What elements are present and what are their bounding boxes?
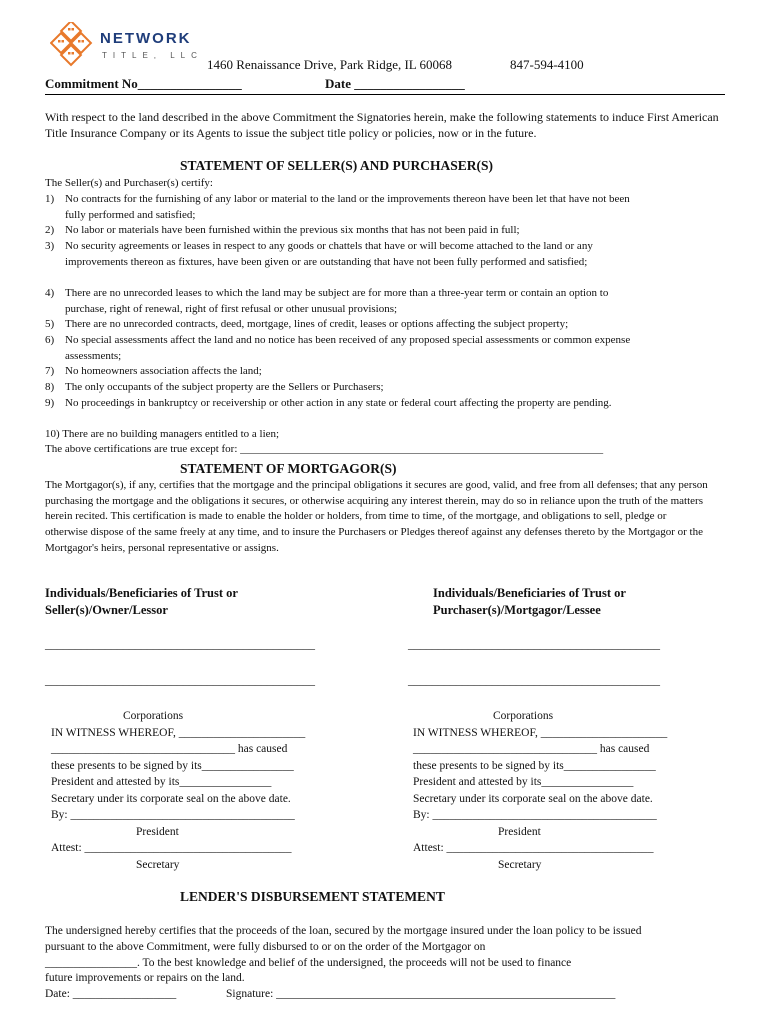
item-number: 4) [45, 287, 55, 299]
list-item [45, 380, 645, 396]
seal-statement: Secretary under its corporate seal on the above date. [413, 792, 653, 805]
attested-by-field[interactable]: President and attested by its________________ [413, 776, 634, 788]
item-text: No contracts for the furnishing of any labor or material to the land or the improvements thereon have been let that have not been fully performed and satisfied; [65, 193, 630, 221]
witness-field[interactable]: IN WITNESS WHEREOF, ______________________ [51, 726, 306, 739]
item-text: No labor or materials have been furnished within the previous six months that has not been paid in full; [65, 224, 520, 236]
header-divider [45, 94, 725, 95]
signed-by-field[interactable]: these presents to be signed by its________________ [413, 759, 656, 772]
list-item [45, 317, 665, 333]
item-number: 7) [45, 365, 55, 377]
item-number: 1) [45, 193, 55, 205]
president-label: President [136, 825, 179, 838]
list-item [45, 396, 645, 412]
lender-section-title: LENDER'S DISBURSEMENT STATEMENT [180, 889, 445, 904]
item-number: 2) [45, 224, 55, 236]
lender-text-line-2: pursuant to the above Commitment, were fully disbursed to or on the order of the Mortgagor on [45, 941, 486, 953]
president-label: President [498, 825, 541, 838]
seller-section-title: STATEMENT OF SELLER(S) AND PURCHASER(S) [180, 158, 494, 173]
right-corporation-block [413, 708, 713, 873]
logo-wordmark: NETWORK [100, 30, 192, 47]
item-text: No special assessments affect the land and no notice has been received of any proposed special assessments or common expense assessments; [65, 334, 631, 362]
caused-field[interactable]: ________________________________ has caused [51, 743, 288, 755]
item-text: There are no unrecorded contracts, deed, mortgage, lines of credit, leases or options affecting the subject property; [65, 318, 569, 330]
seller-section-lead: The Seller(s) and Purchaser(s) certify: [45, 177, 213, 189]
logo-subtitle: TITLE, LLC [102, 51, 203, 60]
list-item [45, 286, 645, 315]
caused-field[interactable]: ________________________________ has caused [413, 743, 650, 755]
item-ten: 10) There are no building managers entitled to a lien; [45, 428, 280, 440]
secretary-label: Secretary [498, 858, 542, 871]
item-number: 9) [45, 397, 55, 409]
lender-date-field[interactable]: Date: __________________ [45, 988, 177, 1000]
item-number: 5) [45, 318, 55, 330]
mortgagor-paragraph: The Mortgagor(s), if any, certifies that the mortgage and the principal obligations it secures are good, valid, and free from all defenses; that any person purchasing the mortgage and the obligations it secures, or otherwise acquiring any interest therein, may do so in reliance upon the truth of the matters herein recited. This certification is made to enable the holder or holders, from time to time, of the mortgage, and obligations to sell, pledge or otherwise dispose of the same freely at any time, and to insure the Purchasers or Pledges thereof against any defenses thereto by the Mortgagor or the Mortgagor's heirs, personal representative or assigns. [45, 479, 708, 554]
list-item [45, 192, 645, 221]
right-signature-line-2[interactable]: __________________________________________ [408, 673, 660, 687]
seal-statement: Secretary under its corporate seal on the above date. [51, 792, 291, 805]
mortgagor-section-title: STATEMENT OF MORTGAGOR(S) [180, 461, 397, 476]
date-field[interactable]: Date _________________ [325, 76, 465, 91]
right-signature-line-1[interactable]: __________________________________________ [408, 637, 660, 651]
item-number: 3) [45, 240, 55, 252]
company-address: 1460 Renaissance Drive, Park Ridge, IL 60068 [207, 57, 453, 72]
left-corporation-block [51, 708, 351, 873]
list-item [45, 364, 645, 380]
exceptions-field[interactable]: The above certifications are true except for: __________________________________________________________________ [45, 443, 604, 455]
list-item [45, 239, 645, 268]
item-text: There are no unrecorded leases to which the land may be subject are for more than a three-year term or contain an option to purchase, right of renewal, right of first refusal or other unusual provisions; [65, 287, 609, 315]
witness-field[interactable]: IN WITNESS WHEREOF, ______________________ [413, 726, 668, 739]
attest-signature-field[interactable]: Attest: ____________________________________ [51, 842, 292, 854]
by-signature-field[interactable]: By: _______________________________________ [413, 809, 657, 821]
item-number: 6) [45, 334, 55, 346]
by-signature-field[interactable]: By: _______________________________________ [51, 809, 295, 821]
left-signature-line-2[interactable]: _____________________________________________ [45, 673, 315, 687]
network-logo-icon [50, 22, 94, 70]
company-phone: 847-594-4100 [510, 57, 584, 72]
item-text: No proceedings in bankruptcy or receivership or other action in any state or federal court affecting the property are pending. [65, 397, 612, 409]
lender-disbursement-date-line[interactable]: ________________. To the best knowledge and belief of the undersigned, the proceeds will not be used to finance [45, 957, 572, 969]
signed-by-field[interactable]: these presents to be signed by its________________ [51, 759, 294, 772]
item-text: No security agreements or leases in respect to any goods or chattels that have or will become attached to the land or any improvements thereon as fixtures, have been given or are outstanding that have not been fully performed and satisfied; [65, 240, 593, 268]
commitment-number-field[interactable]: Commitment No________________ [45, 76, 242, 91]
right-signers-subheading: Purchaser(s)/Mortgagor/Lessee [433, 603, 601, 617]
lender-text-line-4: future improvements or repairs on the land. [45, 972, 245, 984]
left-signers-subheading: Seller(s)/Owner/Lessor [45, 603, 168, 617]
corporations-label: Corporations [123, 710, 184, 722]
left-signature-line-1[interactable]: _____________________________________________ [45, 637, 315, 651]
right-signers-heading: Individuals/Beneficiaries of Trust or [433, 586, 626, 600]
secretary-label: Secretary [136, 858, 180, 871]
attested-by-field[interactable]: President and attested by its________________ [51, 776, 272, 788]
item-text: The only occupants of the subject property are the Sellers or Purchasers; [65, 381, 384, 393]
corporations-label: Corporations [493, 710, 554, 722]
attest-signature-field[interactable]: Attest: ____________________________________ [413, 842, 654, 854]
intro-paragraph: With respect to the land described in the above Commitment the Signatories herein, make the following statements to induce First American Title Insurance Company or its Agents to issue the subject title policy or policies, now or in the future. [45, 110, 719, 140]
lender-text-line-1: The undersigned hereby certifies that the proceeds of the loan, secured by the mortgage insured under the loan policy to be issued [45, 925, 642, 937]
list-item [45, 223, 645, 239]
left-signers-heading: Individuals/Beneficiaries of Trust or [45, 586, 238, 600]
list-item [45, 333, 645, 362]
item-number: 8) [45, 381, 55, 393]
item-text: No homeowners association affects the land; [65, 365, 262, 377]
lender-signature-field[interactable]: Signature: ___________________________________________________________ [226, 988, 616, 1000]
company-logo [50, 22, 210, 72]
